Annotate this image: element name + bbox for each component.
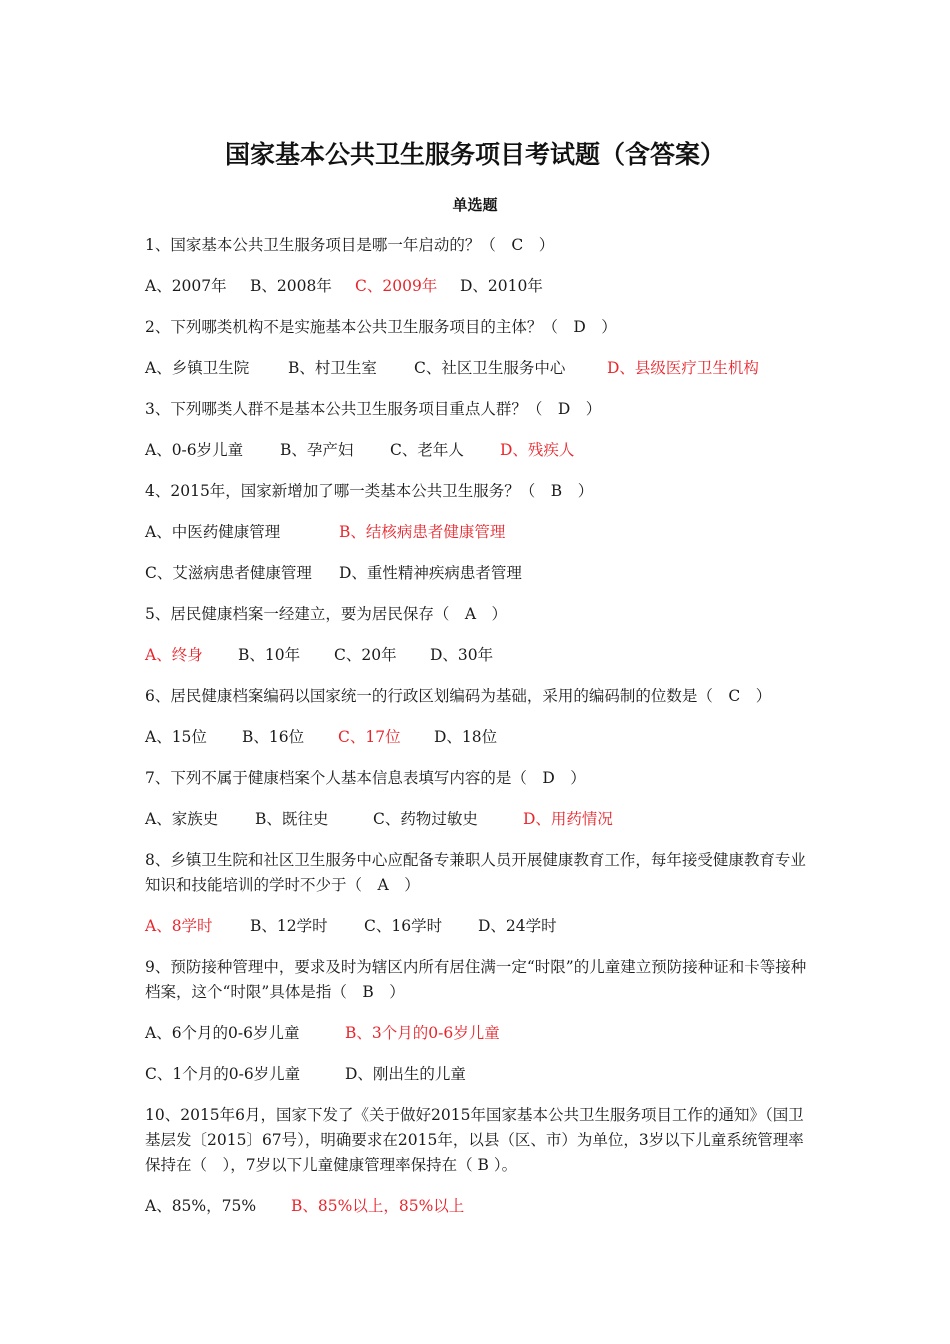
- correct-option: A、8学时: [145, 917, 213, 935]
- question-text: 10、2015年6月，国家下发了《关于做好2015年国家基本公共卫生服务项目工作的通知》（国卫基层发〔2015〕67号），明确要求在2015年，以县（区、市）为单位，3岁以下儿童系统管理率保持在（ ），7岁以下儿童健康管理率保持在（ B ）。: [145, 1106, 804, 1174]
- question-text: 6、居民健康档案编码以国家统一的行政区划编码为基础，采用的编码制的位数是（ C ）: [145, 687, 772, 705]
- option-row: [145, 725, 810, 750]
- option: B、12学时: [250, 917, 328, 935]
- option: C、16学时: [364, 917, 443, 935]
- question-text: 8、乡镇卫生院和社区卫生服务中心应配备专兼职人员开展健康教育工作，每年接受健康教育专业知识和技能培训的学时不少于（ A ）: [145, 851, 806, 894]
- option-row: [145, 1194, 810, 1219]
- option-row: [145, 356, 810, 381]
- option-row: [145, 561, 810, 586]
- option: C、20年: [334, 646, 397, 664]
- option: A、家族史: [145, 810, 219, 828]
- option: D、刚出生的儿童: [345, 1065, 466, 1083]
- option: B、村卫生室: [288, 359, 377, 377]
- option: C、1个月的0-6岁儿童: [145, 1065, 301, 1083]
- option-row: [145, 643, 810, 668]
- correct-option: C、17位: [338, 728, 401, 746]
- correct-option: A、终身: [145, 646, 203, 664]
- option-row: [145, 1021, 810, 1046]
- correct-option: B、85%以上，85%以上: [291, 1197, 465, 1215]
- option-row: [145, 520, 810, 545]
- correct-option: D、用药情况: [523, 810, 613, 828]
- question-list: [145, 233, 810, 1235]
- page-title: 国家基本公共卫生服务项目考试题（含答案）: [224, 140, 725, 169]
- option: C、艾滋病患者健康管理: [145, 564, 312, 582]
- option: B、既往史: [255, 810, 329, 828]
- option: D、30年: [430, 646, 494, 664]
- correct-option: D、残疾人: [500, 441, 575, 459]
- correct-option: B、结核病患者健康管理: [339, 523, 506, 541]
- option: B、2008年: [250, 277, 332, 295]
- option-row: [145, 914, 810, 939]
- option-row: [145, 274, 810, 299]
- option: A、0-6岁儿童: [145, 441, 244, 459]
- option: C、老年人: [390, 441, 464, 459]
- option: A、乡镇卫生院: [145, 359, 250, 377]
- option: B、16位: [242, 728, 305, 746]
- option: D、2010年: [460, 277, 543, 295]
- option: D、18位: [434, 728, 498, 746]
- option-row: [145, 807, 810, 832]
- section-heading: 单选题: [452, 196, 498, 214]
- question-text: 7、下列不属于健康档案个人基本信息表填写内容的是（ D ）: [145, 769, 586, 787]
- option: A、2007年: [145, 277, 227, 295]
- question-text: 4、2015年，国家新增加了哪一类基本公共卫生服务？（ B ）: [145, 482, 594, 500]
- question-text: 3、下列哪类人群不是基本公共卫生服务项目重点人群？（ D ）: [145, 400, 602, 418]
- question-text: 2、下列哪类机构不是实施基本公共卫生服务项目的主体？（ D ）: [145, 318, 617, 336]
- option: B、10年: [238, 646, 301, 664]
- correct-option: C、2009年: [355, 277, 438, 295]
- question-text: 1、国家基本公共卫生服务项目是哪一年启动的？（ C ）: [145, 236, 555, 254]
- option: A、85%，75%: [145, 1197, 257, 1215]
- option: A、中医药健康管理: [145, 523, 281, 541]
- option: D、24学时: [478, 917, 557, 935]
- option: D、重性精神疾病患者管理: [339, 564, 522, 582]
- option: A、6个月的0-6岁儿童: [145, 1024, 300, 1042]
- option: A、15位: [145, 728, 207, 746]
- option: C、药物过敏史: [373, 810, 478, 828]
- option-row: [145, 1062, 810, 1087]
- question-text: 5、居民健康档案一经建立，要为居民保存（ A ）: [145, 605, 508, 623]
- question-text: 9、预防接种管理中，要求及时为辖区内所有居住满一定“时限”的儿童建立预防接种证和卡等接种档案，这个“时限”具体是指（ B ）: [145, 958, 807, 1001]
- option: B、孕产妇: [280, 441, 354, 459]
- option: C、社区卫生服务中心: [414, 359, 566, 377]
- correct-option: B、3个月的0-6岁儿童: [345, 1024, 500, 1042]
- correct-option: D、县级医疗卫生机构: [607, 359, 759, 377]
- option-row: [145, 438, 810, 463]
